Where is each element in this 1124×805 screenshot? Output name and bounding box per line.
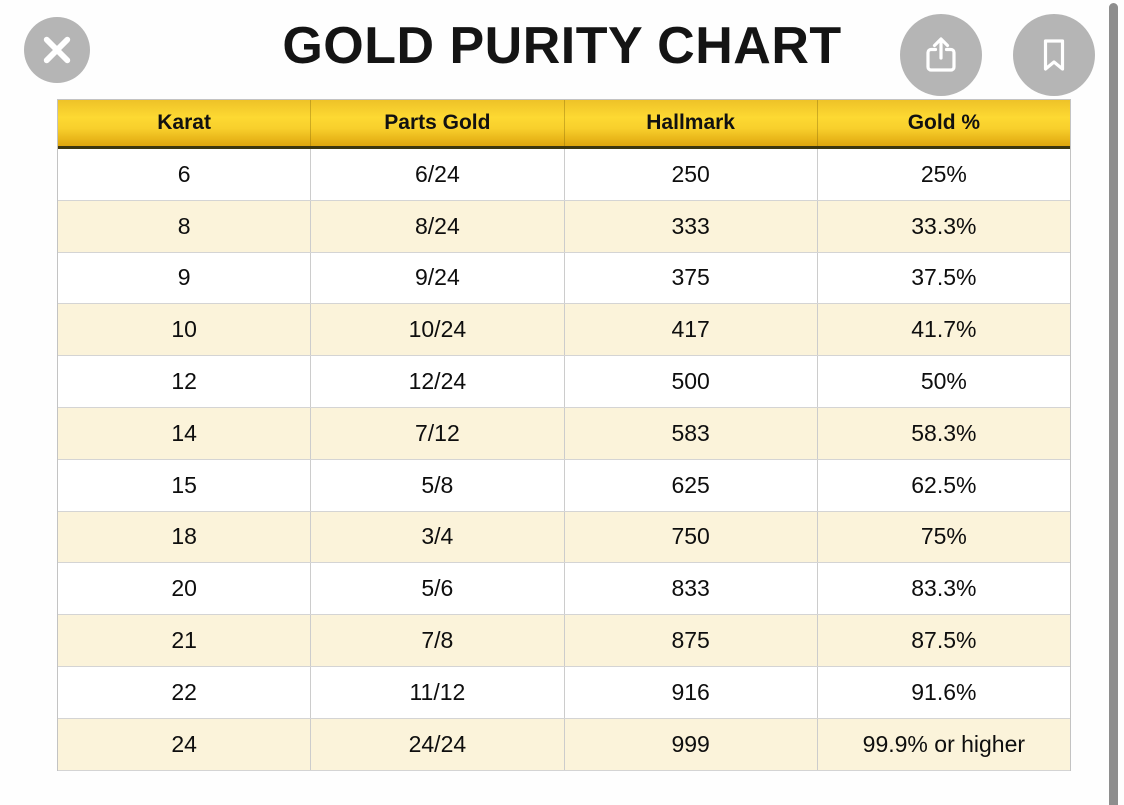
table-cell: 50% bbox=[920, 368, 967, 395]
table-cell: 24 bbox=[58, 719, 311, 770]
table-cell: 25% bbox=[920, 160, 967, 187]
table-cell: 3/4 bbox=[311, 512, 564, 563]
table-cell: 83.3% bbox=[911, 575, 977, 602]
column-header: Hallmark bbox=[565, 100, 818, 146]
column-header: Karat bbox=[58, 100, 311, 146]
table-cell: 33.3% bbox=[911, 212, 977, 239]
table-cell: 833 bbox=[565, 563, 818, 614]
share-button[interactable] bbox=[900, 14, 982, 96]
table-cell: 58.3% bbox=[911, 419, 977, 446]
table-cell: 333 bbox=[565, 201, 818, 252]
table-cell: 12/24 bbox=[311, 356, 564, 407]
table-cell: 583 bbox=[565, 408, 818, 459]
column-header: Gold % bbox=[907, 111, 981, 134]
table-cell: 250 bbox=[565, 149, 818, 200]
table-cell: 24/24 bbox=[311, 719, 564, 770]
table-row bbox=[58, 719, 1070, 771]
table-row bbox=[58, 512, 1070, 564]
share-icon bbox=[917, 31, 965, 79]
table-cell: 750 bbox=[565, 512, 818, 563]
table-cell: 6/24 bbox=[311, 149, 564, 200]
table-cell: 62.5% bbox=[911, 471, 977, 498]
table-cell: 15 bbox=[58, 460, 311, 511]
table-header-row bbox=[58, 100, 1070, 149]
table-cell: 875 bbox=[565, 615, 818, 666]
table-cell: 999 bbox=[565, 719, 818, 770]
table-row bbox=[58, 667, 1070, 719]
table-cell: 11/12 bbox=[311, 667, 564, 718]
table-cell: 12 bbox=[58, 356, 311, 407]
table-cell: 20 bbox=[58, 563, 311, 614]
table-cell: 625 bbox=[565, 460, 818, 511]
table-cell: 10 bbox=[58, 304, 311, 355]
table-cell: 75% bbox=[920, 523, 967, 550]
gold-purity-table bbox=[57, 99, 1071, 771]
table-cell: 8/24 bbox=[311, 201, 564, 252]
table-cell: 9/24 bbox=[311, 253, 564, 304]
table-row bbox=[58, 304, 1070, 356]
table-cell: 37.5% bbox=[911, 264, 977, 291]
table-cell: 99.9% or higher bbox=[862, 730, 1026, 757]
table-row bbox=[58, 201, 1070, 253]
table-cell: 500 bbox=[565, 356, 818, 407]
table-row bbox=[58, 408, 1070, 460]
table-row bbox=[58, 253, 1070, 305]
table-cell: 8 bbox=[58, 201, 311, 252]
scrollbar[interactable] bbox=[1109, 3, 1118, 805]
table-cell: 41.7% bbox=[911, 316, 977, 343]
table-cell: 22 bbox=[58, 667, 311, 718]
table-cell: 5/8 bbox=[311, 460, 564, 511]
table-cell: 10/24 bbox=[311, 304, 564, 355]
table-cell: 18 bbox=[58, 512, 311, 563]
table-cell: 375 bbox=[565, 253, 818, 304]
table-row bbox=[58, 563, 1070, 615]
bookmark-icon bbox=[1030, 31, 1078, 79]
table-cell: 417 bbox=[565, 304, 818, 355]
bookmark-button[interactable] bbox=[1013, 14, 1095, 96]
table-row bbox=[58, 356, 1070, 408]
table-cell: 14 bbox=[58, 408, 311, 459]
table-cell: 7/12 bbox=[311, 408, 564, 459]
table-cell: 916 bbox=[565, 667, 818, 718]
table-row bbox=[58, 149, 1070, 201]
table-cell: 9 bbox=[58, 253, 311, 304]
table-cell: 5/6 bbox=[311, 563, 564, 614]
table-cell: 6 bbox=[58, 149, 311, 200]
table-cell: 91.6% bbox=[911, 678, 977, 705]
table-cell: 21 bbox=[58, 615, 311, 666]
page-title: GOLD PURITY CHART bbox=[282, 17, 842, 75]
table-cell: 87.5% bbox=[911, 627, 977, 654]
table-row bbox=[58, 460, 1070, 512]
column-header: Parts Gold bbox=[311, 100, 564, 146]
table-row bbox=[58, 615, 1070, 667]
table-cell: 7/8 bbox=[311, 615, 564, 666]
gold-purity-table-body bbox=[58, 149, 1070, 771]
